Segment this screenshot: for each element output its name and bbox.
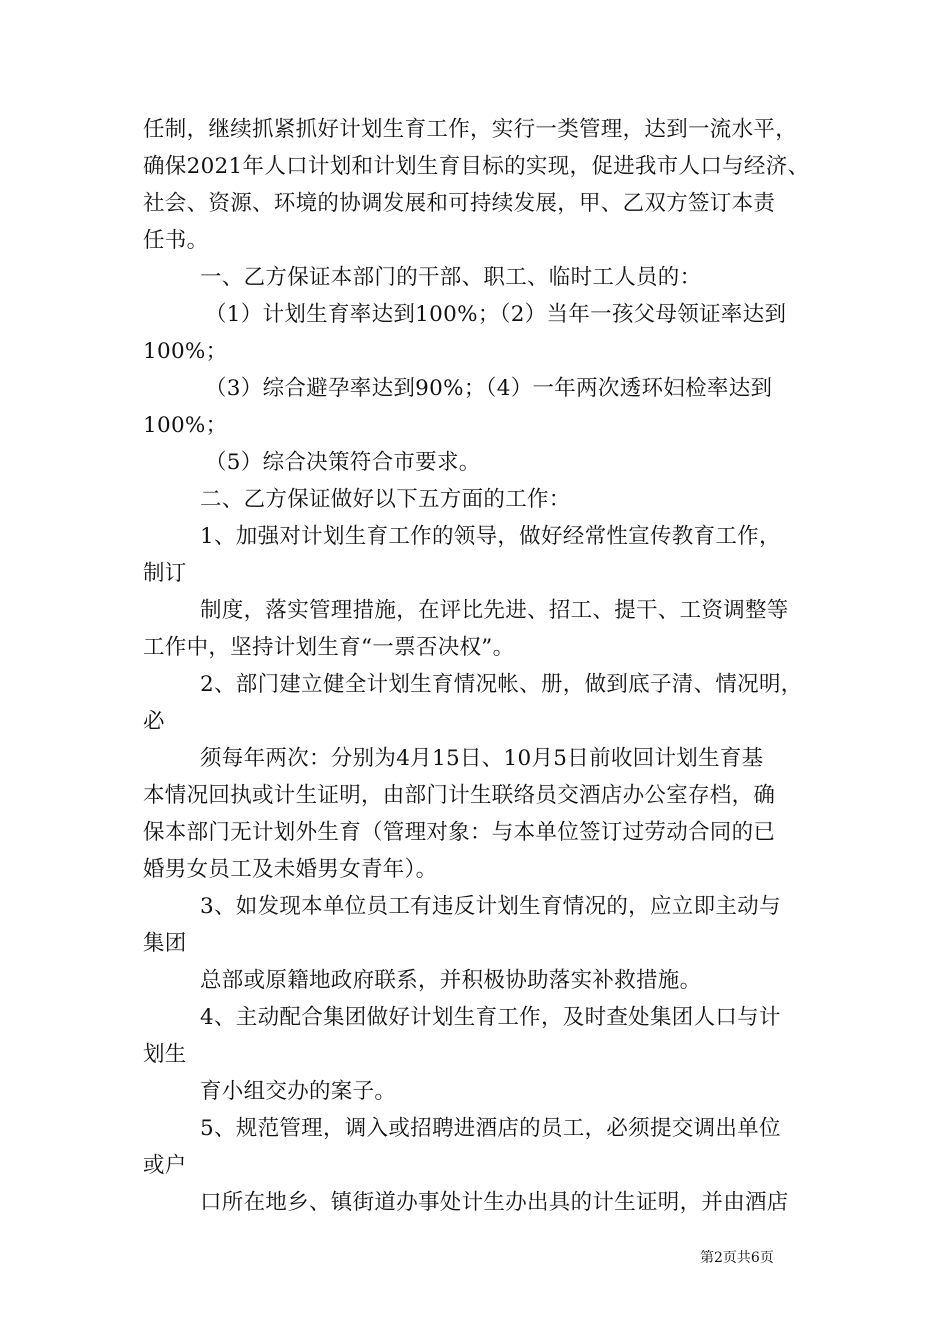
text-line: （3）综合避孕率达到90%；（4）一年两次透环妇检率达到 <box>205 376 773 401</box>
text-line: 任书。 <box>143 228 209 253</box>
text-line: 1、加强对计划生育工作的领导，做好经常性宣传教育工作， <box>200 524 781 549</box>
text-line: 本情况回执或计生证明，由部门计生联络员交酒店办公室存档，确 <box>143 783 776 808</box>
section-heading: 二、乙方保证做好以下五方面的工作： <box>200 487 571 512</box>
text-line: 制订 <box>143 561 187 586</box>
text-line: 社会、资源、环境的协调发展和可持续发展，甲、乙双方签订本责 <box>143 191 776 216</box>
text-line: 总部或原籍地政府联系，并积极协助落实补救措施。 <box>200 968 702 993</box>
section-heading: 一、乙方保证本部门的干部、职工、临时工人员的： <box>200 265 702 290</box>
text-line: 须每年两次：分别为4月15日、10月5日前收回计划生育基 <box>200 746 764 771</box>
text-line: 任制，继续抓紧抓好计划生育工作，实行一类管理，达到一流水平， <box>143 117 798 142</box>
text-line: 育小组交办的案子。 <box>200 1079 397 1104</box>
text-line: 100%； <box>143 339 228 364</box>
text-line: 保本部门无计划外生育（管理对象：与本单位签订过劳动合同的已 <box>143 820 776 845</box>
text-line: 100%； <box>143 413 228 438</box>
text-line: 4、主动配合集团做好计划生育工作，及时查处集团人口与计 <box>200 1005 781 1030</box>
text-line: 确保2021年人口计划和计划生育目标的实现，促进我市人口与经济、 <box>143 154 810 179</box>
text-line: 工作中，坚持计划生育“一票否决权”。 <box>143 635 515 660</box>
text-line: （1）计划生育率达到100%；（2）当年一孩父母领证率达到 <box>205 302 787 327</box>
text-line: 必 <box>143 709 165 734</box>
text-line: （5）综合决策符合市要求。 <box>205 450 481 475</box>
text-line: 划生 <box>143 1042 187 1067</box>
text-line: 或户 <box>143 1153 187 1178</box>
text-line: 2、部门建立健全计划生育情况帐、册，做到底子清、情况明， <box>200 672 803 697</box>
text-line: 婚男女员工及未婚男女青年）。 <box>143 857 438 882</box>
text-line: 口所在地乡、镇街道办事处计生办出具的计生证明，并由酒店 <box>200 1190 789 1215</box>
text-line: 3、如发现本单位员工有违反计划生育情况的，应立即主动与 <box>200 894 781 919</box>
page-number: 第2页共6页 <box>700 1250 774 1266</box>
text-line: 制度，落实管理措施，在评比先进、招工、提干、工资调整等 <box>200 598 789 623</box>
text-line: 集团 <box>143 931 187 956</box>
text-line: 5、规范管理，调入或招聘进酒店的员工，必须提交调出单位 <box>200 1116 781 1141</box>
